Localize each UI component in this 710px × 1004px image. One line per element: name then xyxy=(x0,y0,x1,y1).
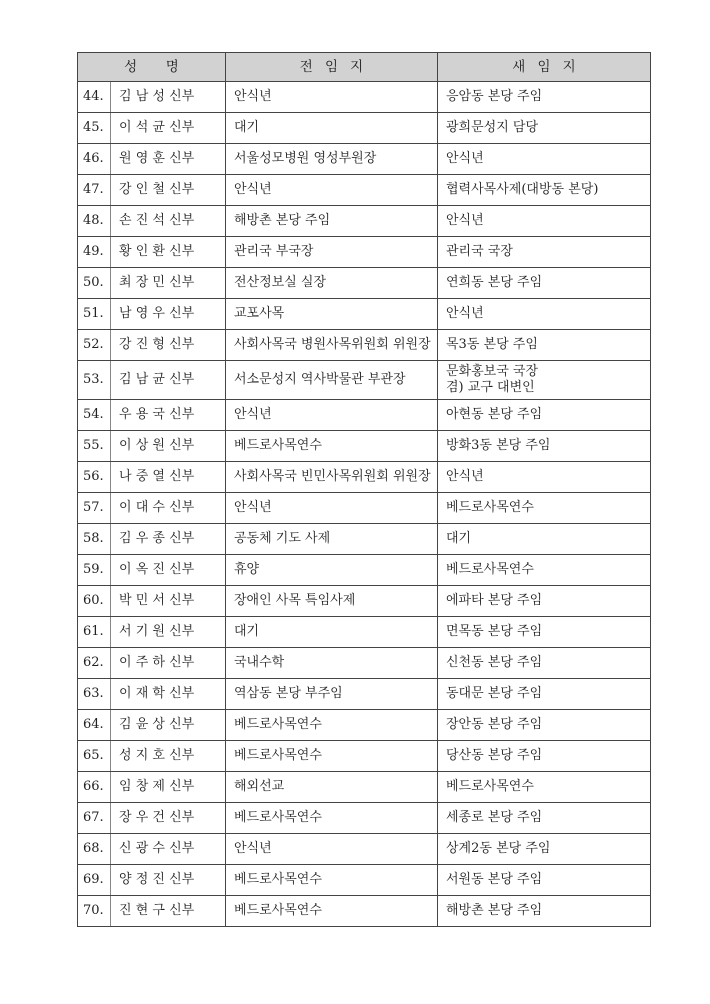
row-number: 65. xyxy=(78,741,111,772)
new-post xyxy=(438,834,651,865)
priest-name: 강 진 형 신부 xyxy=(111,330,226,361)
priest-name: 김 윤 상 신부 xyxy=(111,710,226,741)
table-header-row xyxy=(78,53,651,82)
previous-post: 베드로사목연수 xyxy=(226,710,438,741)
new-post-line: 문화홍보국 국장 xyxy=(446,364,539,379)
header-name: 성 명 xyxy=(78,53,226,82)
table-row xyxy=(78,268,651,299)
previous-post: 베드로사목연수 xyxy=(226,431,438,462)
table-row xyxy=(78,175,651,206)
priest-name: 성 지 호 신부 xyxy=(111,741,226,772)
priest-name: 남 영 우 신부 xyxy=(111,299,226,330)
table-row xyxy=(78,330,651,361)
previous-post: 대기 xyxy=(226,113,438,144)
previous-post: 국내수학 xyxy=(226,648,438,679)
new-post-line: 겸) 교구 대변인 xyxy=(446,380,535,395)
previous-post: 베드로사목연수 xyxy=(226,741,438,772)
new-post xyxy=(438,299,651,330)
priest-name: 손 진 석 신부 xyxy=(111,206,226,237)
table-row xyxy=(78,648,651,679)
row-number: 70. xyxy=(78,896,111,927)
table-row xyxy=(78,524,651,555)
row-number: 48. xyxy=(78,206,111,237)
row-number: 50. xyxy=(78,268,111,299)
new-post xyxy=(438,206,651,237)
new-post-line: 에파타 본당 주임 xyxy=(446,593,543,608)
new-post xyxy=(438,493,651,524)
row-number: 55. xyxy=(78,431,111,462)
row-number: 53. xyxy=(78,361,111,400)
new-post-line: 베드로사목연수 xyxy=(446,562,534,577)
new-post xyxy=(438,710,651,741)
table-row xyxy=(78,865,651,896)
new-post-line: 베드로사목연수 xyxy=(446,500,534,515)
table-row xyxy=(78,431,651,462)
row-number: 44. xyxy=(78,82,111,113)
new-post-line: 안식년 xyxy=(446,151,484,166)
priest-name: 김 남 성 신부 xyxy=(111,82,226,113)
new-post xyxy=(438,175,651,206)
priest-name: 서 기 원 신부 xyxy=(111,617,226,648)
priest-name: 진 현 구 신부 xyxy=(111,896,226,927)
priest-name: 이 석 균 신부 xyxy=(111,113,226,144)
new-post-line: 해방촌 본당 주임 xyxy=(446,903,543,918)
table-row xyxy=(78,834,651,865)
table-row xyxy=(78,896,651,927)
new-post xyxy=(438,679,651,710)
new-post xyxy=(438,772,651,803)
priest-name: 이 상 원 신부 xyxy=(111,431,226,462)
row-number: 54. xyxy=(78,400,111,431)
table-row xyxy=(78,710,651,741)
row-number: 69. xyxy=(78,865,111,896)
table-row xyxy=(78,462,651,493)
priest-name: 우 용 국 신부 xyxy=(111,400,226,431)
new-post-line: 협력사목사제(대방동 본당) xyxy=(446,182,599,197)
row-number: 61. xyxy=(78,617,111,648)
priest-name: 황 인 환 신부 xyxy=(111,237,226,268)
table-row xyxy=(78,679,651,710)
new-post-line: 신천동 본당 주임 xyxy=(446,655,543,670)
new-post xyxy=(438,361,651,400)
new-post xyxy=(438,144,651,175)
new-post xyxy=(438,896,651,927)
priest-name: 이 주 하 신부 xyxy=(111,648,226,679)
new-post xyxy=(438,400,651,431)
priest-name: 이 대 수 신부 xyxy=(111,493,226,524)
previous-post: 서울성모병원 영성부원장 xyxy=(226,144,438,175)
new-post xyxy=(438,268,651,299)
table-row xyxy=(78,741,651,772)
new-post-line: 상계2동 본당 주임 xyxy=(446,841,551,856)
previous-post: 교포사목 xyxy=(226,299,438,330)
priest-name: 나 중 열 신부 xyxy=(111,462,226,493)
row-number: 56. xyxy=(78,462,111,493)
new-post-line: 대기 xyxy=(446,531,472,546)
new-post-line: 동대문 본당 주임 xyxy=(446,686,543,701)
new-post xyxy=(438,237,651,268)
new-post xyxy=(438,741,651,772)
previous-post: 안식년 xyxy=(226,834,438,865)
table-row xyxy=(78,772,651,803)
appointments-table xyxy=(77,52,651,927)
previous-post: 베드로사목연수 xyxy=(226,896,438,927)
previous-post: 사회사목국 병원사목위원회 위원장 xyxy=(226,330,438,361)
new-post-line: 당산동 본당 주임 xyxy=(446,748,543,763)
row-number: 47. xyxy=(78,175,111,206)
new-post xyxy=(438,330,651,361)
table-row xyxy=(78,400,651,431)
priest-name: 강 인 철 신부 xyxy=(111,175,226,206)
table-row xyxy=(78,299,651,330)
new-post-line: 베드로사목연수 xyxy=(446,779,534,794)
header-previous-post: 전임지 xyxy=(226,53,438,82)
row-number: 49. xyxy=(78,237,111,268)
previous-post: 관리국 부국장 xyxy=(226,237,438,268)
table-row xyxy=(78,82,651,113)
table-row xyxy=(78,617,651,648)
new-post-line: 안식년 xyxy=(446,306,484,321)
row-number: 64. xyxy=(78,710,111,741)
new-post-line: 아현동 본당 주임 xyxy=(446,407,543,422)
table-row xyxy=(78,361,651,400)
header-new-post: 새임지 xyxy=(438,53,651,82)
row-number: 68. xyxy=(78,834,111,865)
priest-name: 이 재 학 신부 xyxy=(111,679,226,710)
priest-name: 장 우 건 신부 xyxy=(111,803,226,834)
row-number: 51. xyxy=(78,299,111,330)
previous-post: 베드로사목연수 xyxy=(226,803,438,834)
previous-post: 사회사목국 빈민사목위원회 위원장 xyxy=(226,462,438,493)
new-post xyxy=(438,648,651,679)
new-post-line: 면목동 본당 주임 xyxy=(446,624,543,639)
row-number: 57. xyxy=(78,493,111,524)
row-number: 58. xyxy=(78,524,111,555)
row-number: 59. xyxy=(78,555,111,586)
new-post-line: 장안동 본당 주임 xyxy=(446,717,543,732)
table-row xyxy=(78,144,651,175)
table-row xyxy=(78,586,651,617)
table-row xyxy=(78,206,651,237)
previous-post: 휴양 xyxy=(226,555,438,586)
new-post-line: 안식년 xyxy=(446,469,484,484)
previous-post: 공동체 기도 사제 xyxy=(226,524,438,555)
new-post xyxy=(438,82,651,113)
table-row xyxy=(78,803,651,834)
new-post xyxy=(438,431,651,462)
table-row xyxy=(78,555,651,586)
new-post-line: 연희동 본당 주임 xyxy=(446,275,543,290)
row-number: 66. xyxy=(78,772,111,803)
new-post-line: 관리국 국장 xyxy=(446,244,513,259)
new-post-line: 응암동 본당 주임 xyxy=(446,89,543,104)
new-post-line: 목3동 본당 주임 xyxy=(446,337,538,352)
previous-post: 역삼동 본당 부주임 xyxy=(226,679,438,710)
new-post xyxy=(438,113,651,144)
previous-post: 전산정보실 실장 xyxy=(226,268,438,299)
priest-name: 박 민 서 신부 xyxy=(111,586,226,617)
new-post-line: 광희문성지 담당 xyxy=(446,120,539,135)
priest-name: 원 영 훈 신부 xyxy=(111,144,226,175)
new-post xyxy=(438,586,651,617)
previous-post: 안식년 xyxy=(226,175,438,206)
previous-post: 베드로사목연수 xyxy=(226,865,438,896)
table-row xyxy=(78,237,651,268)
new-post xyxy=(438,462,651,493)
row-number: 45. xyxy=(78,113,111,144)
new-post-line: 방화3동 본당 주임 xyxy=(446,438,551,453)
previous-post: 대기 xyxy=(226,617,438,648)
new-post xyxy=(438,555,651,586)
new-post-line: 안식년 xyxy=(446,213,484,228)
priest-name: 김 남 균 신부 xyxy=(111,361,226,400)
new-post-line: 서원동 본당 주임 xyxy=(446,872,543,887)
priest-name: 임 창 제 신부 xyxy=(111,772,226,803)
new-post-line: 세종로 본당 주임 xyxy=(446,810,543,825)
previous-post: 안식년 xyxy=(226,82,438,113)
priest-name: 김 우 종 신부 xyxy=(111,524,226,555)
new-post xyxy=(438,803,651,834)
row-number: 52. xyxy=(78,330,111,361)
table-row xyxy=(78,113,651,144)
previous-post: 안식년 xyxy=(226,493,438,524)
priest-name: 이 옥 진 신부 xyxy=(111,555,226,586)
priest-name: 최 장 민 신부 xyxy=(111,268,226,299)
row-number: 62. xyxy=(78,648,111,679)
row-number: 63. xyxy=(78,679,111,710)
new-post xyxy=(438,865,651,896)
priest-name: 신 광 수 신부 xyxy=(111,834,226,865)
previous-post: 서소문성지 역사박물관 부관장 xyxy=(226,361,438,400)
previous-post: 해외선교 xyxy=(226,772,438,803)
table-row xyxy=(78,493,651,524)
row-number: 67. xyxy=(78,803,111,834)
row-number: 60. xyxy=(78,586,111,617)
new-post xyxy=(438,617,651,648)
previous-post: 장애인 사목 특임사제 xyxy=(226,586,438,617)
row-number: 46. xyxy=(78,144,111,175)
previous-post: 해방촌 본당 주임 xyxy=(226,206,438,237)
table-body xyxy=(78,82,651,927)
previous-post: 안식년 xyxy=(226,400,438,431)
priest-name: 양 정 진 신부 xyxy=(111,865,226,896)
new-post xyxy=(438,524,651,555)
